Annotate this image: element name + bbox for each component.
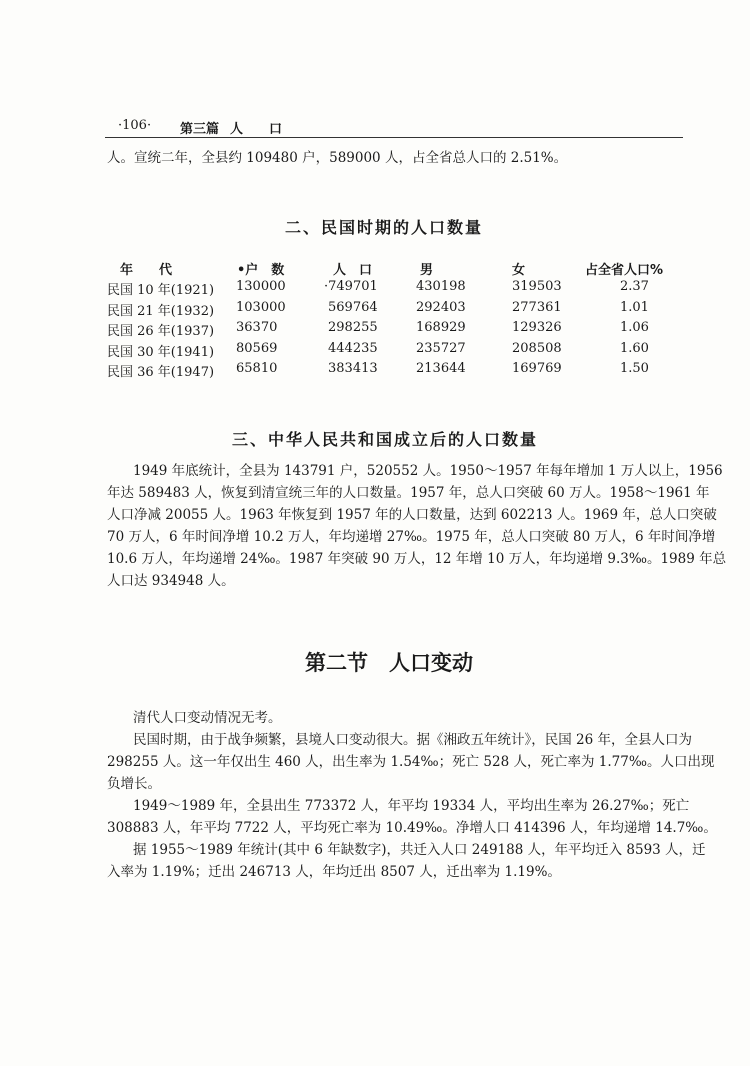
paragraph-line: 年达 589483 人，恢复到清宣统三年的人口数量。1957 年，总人口突破 60 万人。1958～1961 年	[107, 485, 710, 501]
col-female: 女	[512, 263, 526, 278]
paragraph-line: 人口达 934948 人。	[107, 573, 235, 589]
table-cell: 444235	[328, 340, 378, 356]
row-era: 民国 36 年(1947)	[107, 365, 215, 380]
part-title: 人 口	[230, 122, 283, 137]
table-cell: 208508	[512, 340, 562, 356]
paragraph-line: 70 万人，6 年时间净增 10.2 万人，年均递增 27‰。1975 年，总人口突破 80 万人，6 年时间净增	[107, 529, 716, 545]
part-label: 第三篇	[180, 122, 220, 137]
table-cell: 1.50	[620, 361, 649, 376]
table-cell: 36370	[236, 320, 278, 335]
table-cell: 319503	[512, 279, 562, 294]
paragraph-line: 人口净减 20055 人。1963 年恢复到 1957 年的人口数量，达到 602213 人。1969 年，总人口突破	[107, 507, 717, 523]
table-cell: 169769	[512, 361, 562, 376]
paragraph-line: 1949～1989 年，全县出生 773372 人，年平均 19334 人，平均出生率为 26.27‰；死亡	[133, 798, 690, 814]
table-cell: 80569	[236, 340, 278, 356]
paragraph-line: 清代人口变动情况无考。	[133, 710, 282, 726]
header-rule	[105, 137, 683, 138]
chapter-heading: 第二节 人口变动	[305, 651, 473, 675]
table-cell: 1.06	[620, 320, 649, 335]
row-era: 民国 30 年(1941)	[107, 344, 215, 360]
table-cell: 235727	[416, 340, 466, 356]
table-cell: 129326	[512, 320, 562, 335]
table-cell: 1.01	[620, 299, 649, 315]
row-era: 民国 26 年(1937)	[107, 324, 215, 339]
table-cell: 277361	[512, 299, 562, 315]
paragraph-line: 10.6 万人，年均递增 24‰。1987 年突破 90 万人，12 年增 10 万人，年均递增 9.3‰。1989 年总	[107, 551, 727, 567]
table-cell: 168929	[416, 320, 466, 335]
section-heading-prc: 三、中华人民共和国成立后的人口数量	[232, 430, 539, 449]
row-era: 民国 10 年(1921)	[107, 283, 215, 298]
table-cell: ·749701	[324, 279, 378, 294]
table-cell: 383413	[328, 361, 378, 376]
col-percent: 占全省人口%	[585, 263, 664, 278]
table-cell: 298255	[328, 320, 378, 335]
col-households: •户 数	[237, 263, 285, 278]
section-heading-republic: 二、民国时期的人口数量	[285, 218, 484, 237]
table-cell: 569764	[328, 299, 378, 315]
page-number: ·106·	[118, 118, 152, 133]
row-era: 民国 21 年(1932)	[107, 303, 215, 319]
intro-line: 人。宣统二年，全县约 109480 户，589000 人，占全省总人口的 2.51%。	[107, 150, 568, 166]
table-cell: 213644	[416, 361, 466, 376]
table-cell: 292403	[416, 299, 466, 315]
paragraph-line: 308883 人，年平均 7722 人，平均死亡率为 10.49‰。净增人口 414396 人，年均递增 14.7‰。	[107, 820, 717, 836]
table-cell: 130000	[236, 279, 286, 294]
table-cell: 1.60	[620, 340, 649, 356]
paragraph-line: 民国时期，由于战争频繁，县境人口变动很大。据《湘政五年统计》，民国 26 年，全县人口为	[133, 732, 693, 748]
col-era: 年 代	[120, 263, 173, 278]
paragraph-line: 据 1955～1989 年统计(其中 6 年缺数字)，共迁入人口 249188 人，年平均迁入 8593 人，迁	[133, 842, 706, 858]
table-cell: 103000	[236, 299, 286, 315]
col-population: 人 口	[333, 263, 373, 278]
col-male: 男	[420, 263, 434, 278]
paragraph-line: 298255 人。这一年仅出生 460 人，出生率为 1.54‰；死亡 528 人，死亡率为 1.77‰。人口出现	[107, 754, 715, 770]
paragraph-line: 1949 年底统计，全县为 143791 户，520552 人。1950～1957 年每年增加 1 万人以上，1956	[133, 463, 723, 479]
table-cell: 2.37	[620, 279, 649, 294]
table-cell: 430198	[416, 279, 466, 294]
paragraph-line: 入率为 1.19%；迁出 246713 人，年均迁出 8507 人，迁出率为 1.19%。	[107, 864, 561, 880]
table-cell: 65810	[236, 361, 278, 376]
paragraph-line: 负增长。	[107, 776, 161, 792]
